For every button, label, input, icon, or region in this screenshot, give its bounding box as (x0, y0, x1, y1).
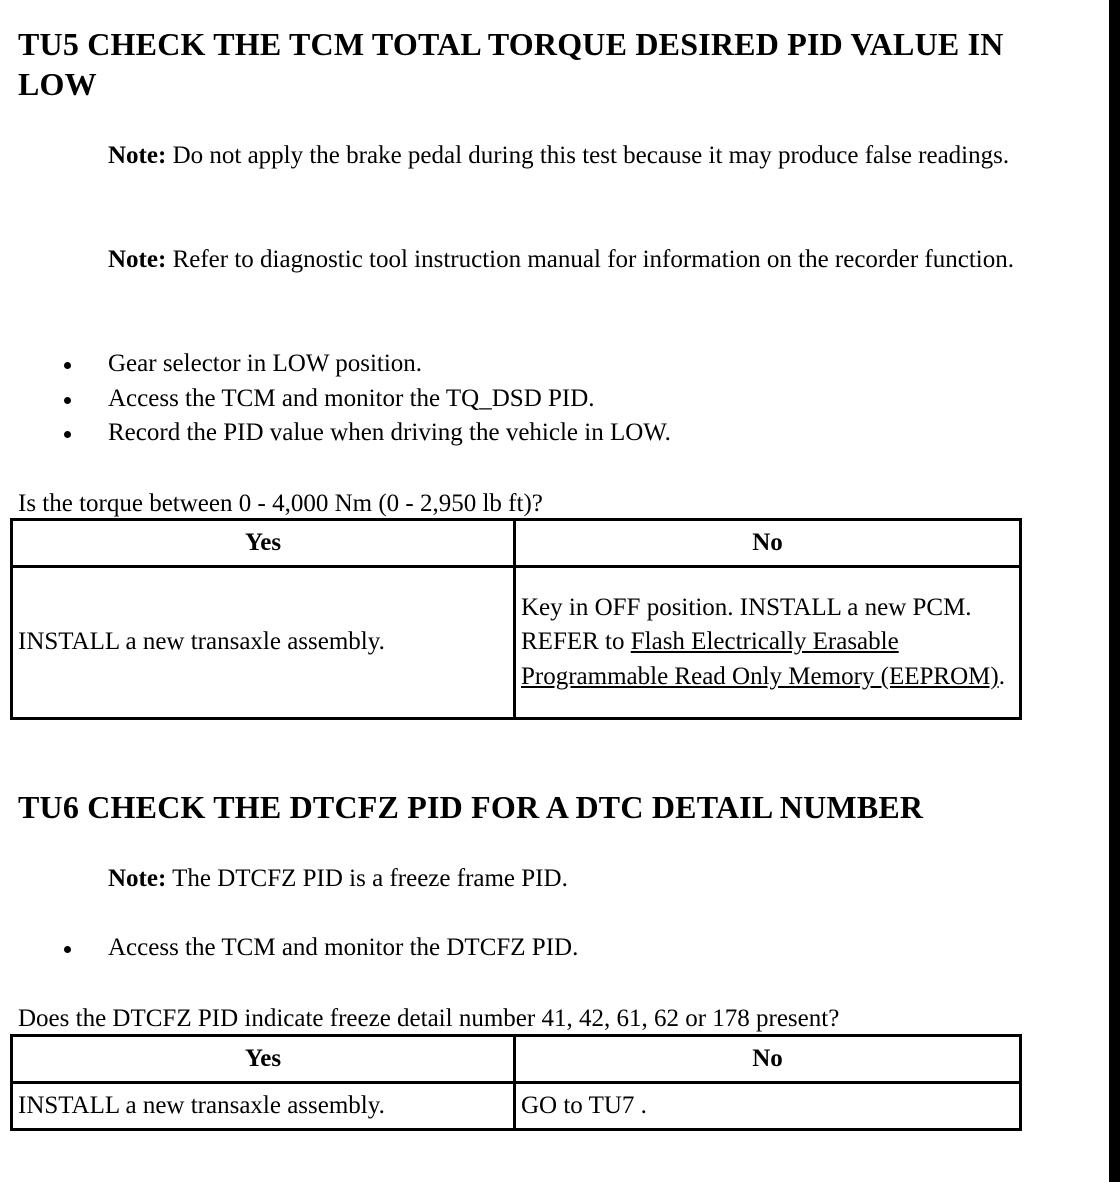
tu5-heading: TU5 CHECK THE TCM TOTAL TORQUE DESIRED PID VALUE IN LOW (18, 26, 1004, 102)
bullet-icon (64, 397, 71, 404)
table-row (12, 567, 1021, 719)
yes-cell: INSTALL a new transaxle assembly. (12, 1083, 515, 1130)
tu6-bullet-list (0, 931, 578, 966)
table-header-row (12, 520, 1021, 567)
note-label: Note: (108, 246, 167, 273)
right-edge-bar (1109, 0, 1120, 1182)
eeprom-link[interactable]: Flash Electrically Erasable Programmable Read Only Memory (EEPROM) (521, 628, 999, 690)
list-item (0, 416, 671, 451)
bullet-icon (64, 362, 71, 369)
no-header: No (515, 1036, 1021, 1083)
no-header: No (515, 520, 1021, 567)
bullet-icon (64, 431, 71, 438)
no-cell (515, 567, 1021, 719)
tu5-bullet-list (0, 347, 671, 451)
no-cell: GO to TU7 . (515, 1083, 1021, 1130)
tu6-heading: TU6 CHECK THE DTCFZ PID FOR A DTC DETAIL NUMBER (18, 789, 924, 825)
table-header-row (12, 1036, 1021, 1083)
bullet-icon (64, 946, 71, 953)
yes-cell: INSTALL a new transaxle assembly. (12, 567, 515, 719)
tu6-decision-table (10, 1034, 1022, 1131)
yes-header: Yes (12, 520, 515, 567)
list-item (0, 382, 671, 417)
list-item-text: Record the PID value when driving the vehicle in LOW. (108, 419, 671, 446)
list-item-text: Access the TCM and monitor the TQ_DSD PID. (108, 384, 595, 412)
note-text: The DTCFZ PID is a freeze frame PID. (166, 865, 568, 892)
note-label: Note: (108, 865, 167, 892)
tu5-note-brake (108, 139, 1088, 173)
list-item (0, 347, 671, 382)
tu6-note-freeze (108, 862, 1088, 896)
tu5-question: Is the torque between 0 - 4,000 Nm (0 - 2,950 lb ft)? (18, 490, 543, 517)
tu6-question: Does the DTCFZ PID indicate freeze detail number 41, 42, 61, 62 or 178 present? (18, 1005, 840, 1032)
no-cell-suffix: . (998, 662, 1005, 690)
list-item-text: Access the TCM and monitor the DTCFZ PID. (108, 934, 579, 961)
note-text: Refer to diagnostic tool instruction manual for information on the recorder function. (166, 246, 1014, 273)
tu5-note-recorder (108, 243, 1088, 277)
note-label: Note: (108, 142, 167, 169)
list-item-text: Gear selector in LOW position. (108, 350, 423, 377)
yes-header: Yes (12, 1036, 515, 1083)
no-cell-text: Key in OFF position. INSTALL a new PCM. REFER to (521, 593, 972, 656)
note-text: Do not apply the brake pedal during this test because it may produce false readings. (166, 142, 1010, 169)
tu5-decision-table (10, 518, 1022, 720)
list-item (0, 931, 578, 966)
table-row (12, 1083, 1021, 1130)
